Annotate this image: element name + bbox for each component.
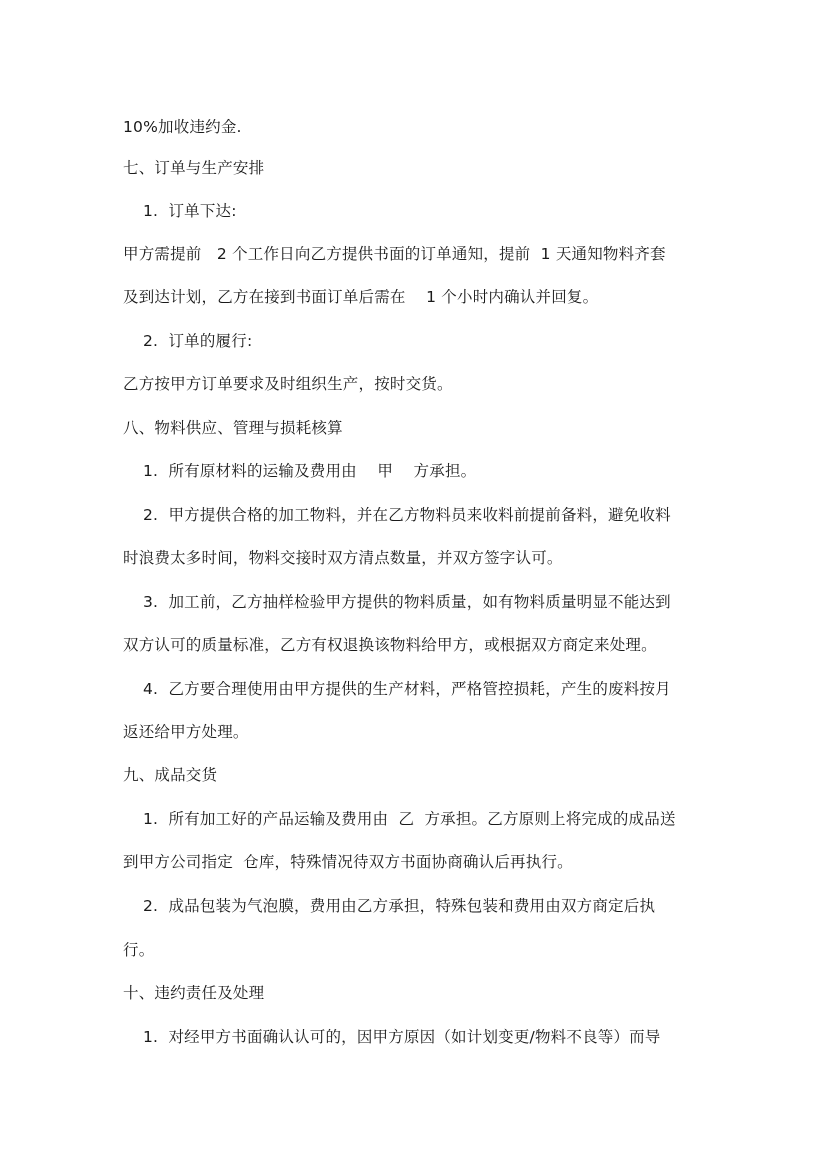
- document-line: 七、订单与生产安排: [123, 159, 265, 177]
- document-line: 2. 订单的履行:: [143, 332, 253, 350]
- document-line: 到甲方公司指定 仓库，特殊情况待双方书面协商确认后再执行。: [123, 853, 573, 871]
- document-line: 双方认可的质量标准，乙方有权退换该物料给甲方，或根据双方商定来处理。: [123, 636, 657, 654]
- document-line: 1. 订单下达:: [143, 202, 237, 220]
- document-line: 返还给甲方处理。: [123, 723, 249, 741]
- document-line: 4. 乙方要合理使用由甲方提供的生产材料，严格管控损耗，产生的废料按月: [143, 680, 671, 698]
- document-line: 10%加收违约金.: [123, 118, 242, 136]
- document-line: 十、违约责任及处理: [123, 984, 265, 1002]
- document-line: 1. 对经甲方书面确认认可的，因甲方原因（如计划变更/物料不良等）而导: [143, 1028, 661, 1046]
- document-line: 乙方按甲方订单要求及时组织生产，按时交货。: [123, 375, 453, 393]
- document-line: 行。: [123, 941, 155, 959]
- document-line: 2. 甲方提供合格的加工物料，并在乙方物料员来收料前提前备料，避免收料: [143, 506, 671, 524]
- document-line: 时浪费太多时间，物料交接时双方清点数量，并双方签字认可。: [123, 549, 563, 567]
- document-line: 九、成品交货: [123, 766, 218, 784]
- document-line: 及到达计划，乙方在接到书面订单后需在 1 个小时内确认并回复。: [123, 288, 599, 306]
- document-line: 甲方需提前 2 个工作日向乙方提供书面的订单通知，提前 1 天通知物料齐套: [123, 245, 666, 263]
- document-line: 3. 加工前，乙方抽样检验甲方提供的物料质量，如有物料质量明显不能达到: [143, 593, 671, 611]
- document-line: 1. 所有加工好的产品运输及费用由 乙 方承担。乙方原则上将完成的成品送: [143, 810, 676, 828]
- document-line: 1. 所有原材料的运输及费用由 甲 方承担。: [143, 462, 477, 480]
- document-line: 八、物料供应、管理与损耗核算: [123, 419, 343, 437]
- document-line: 2. 成品包装为气泡膜，费用由乙方承担，特殊包装和费用由双方商定后执: [143, 897, 656, 915]
